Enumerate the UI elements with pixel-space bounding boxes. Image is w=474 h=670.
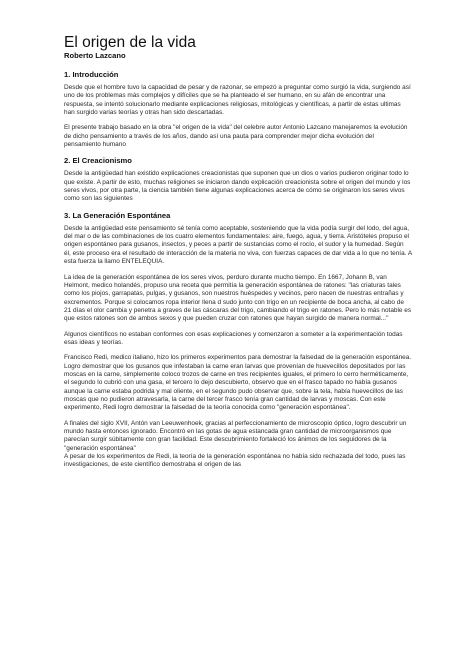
section-introduccion <box>64 70 412 149</box>
section-heading: 3. La Generación Espontánea <box>64 210 171 220</box>
paragraph: Desde la antigüedad han existido explicaciones creacionistas que suponen que un dios o varios pudieron originar todo lo que existe. A partir de esto, muchas religiones se iniciaron dando explicación creacionista sobre el origen del mundo y los seres vivos, por otra parte, la ciencia también tiene algunas explicaciones acerca de cómo se originaron los seres vivos como son las siguientes <box>64 170 411 203</box>
section-generacion-espontanea <box>64 211 412 470</box>
paragraph: El presente trabajo basado en la obra "el origen de la vida" del celebre autor Antonio Lazcano manejaremos la evolución de dicho pensamiento a través de los años, dando así una pauta para comprender mejor dicha evolución del pensamiento humano <box>64 124 408 149</box>
document-title: El origen de la vida <box>64 34 196 51</box>
document-author: Roberto Lazcano <box>64 51 126 60</box>
section-heading: 2. El Creacionismo <box>64 156 132 166</box>
paragraph: Desde que el hombre tuvo la capacidad de pesar y de razonar, se empezó a preguntar como surgió la vida, surgiendo así uno de los problemas más complejos y difíciles que se ha planteado el ser humano, en su afán de encontrar una respuesta, se intentó solucionarlo mediante explicaciones religiosas, mitológicas y científicas, a partir de estas ultimas han surgido varias teorías y otras han sido descartadas. <box>64 84 411 117</box>
paragraph: La idea de la generación espontánea de los seres vivos, perduro durante mucho tiempo. En 1667, Johann B, van Helmont, medico holandés, propuso una receta que permitía la generación espontánea de ratones: "las criaturas tales como los piojos, garrapatas, pulgas, y gusanos, son nuestros huéspedes y vecinos, pero nacen de nuestras entrañas y excrementos. Porque si colocamos ropa interior llena d sudo junto con trigo en un recipiente de boca ancha, al cabo de 21 días el olor cambia y penetra a graves de las cáscaras del trigo, cambiando el trigo en ratones. Pero lo más notable es que estos ratones son de ambos sexos y que pueden cruzar con ratones que hayan surgido de manera normal..." <box>64 273 412 323</box>
paragraph: Francisco Redi, medico italiano, hizo los primeros experimentos para demostrar la falsedad de la generación espontánea. Logro demostrar que los gusanos que infestaban la carne eran larvas que provenían de huevecillos depositados por las moscas en la carne, simplemente coloco trozos de carne en tres recipientes iguales, el primero lo cerro herméticamente, el segundo lo cubrió con una gasa, el tercero lo dejo descubierto, observo que en el frasco tapado no había gusanos aunque la carne estaba podrida y mal oliente, en el segundo pudo observar que, sobre la tela, había huevecillos de las moscas que no pudieron atravesarla, la carne del tercer frasco tenía gran cantidad de larvas y moscas. Con este experimento, Redi logro demostrar la falsedad de la teoría conocida como "generación espontánea". <box>64 354 412 412</box>
paragraph: Desde la antigüedad este pensamiento sé tenía como aceptable, sosteniendo que la vida podía surgir del lodo, del agua, del mar o de las combinaciones de los cuatro elementos fundamentales: aire, fuego, agua, y tierra. Aristóteles propuso el origen espontáneo para gusanos, insectos, y peces a partir de sustancias como el rocío, el sudor y la humedad. Según él, este proceso era el resultado de interacción de la materia no viva, con fuerzas capaces de dar vida a lo que no tenía. A esta fuerza la llamo ENTELEQUIA. <box>64 224 412 266</box>
paragraph: A finales del siglo XVII, Antón van Leeuwenhoek, gracias al perfeccionamiento de microscopio óptico, logro descubrir un mundo hasta entonces ignorado. Encontró en las gotas de agua estancada gran cantidad de microorganismos que parecían surgir súbitamente con gran facilidad. Este descubrimiento fortaleció los ánimos de los seguidores de la "generación espontánea" <box>64 419 407 452</box>
section-heading: 1. Introducción <box>64 70 119 79</box>
paragraph: A pesar de los experimentos de Redi, la teoría de la generación espontánea no había sido rechazada del todo, pues las investigaciones, de este científico demostraba el origen de las <box>64 453 406 469</box>
paragraph: Algunos científicos no estaban conformes con esas explicaciones y comenzaron a someter a la experimentación todas esas ideas y teorías. <box>64 330 403 346</box>
section-creacionismo <box>64 156 412 203</box>
